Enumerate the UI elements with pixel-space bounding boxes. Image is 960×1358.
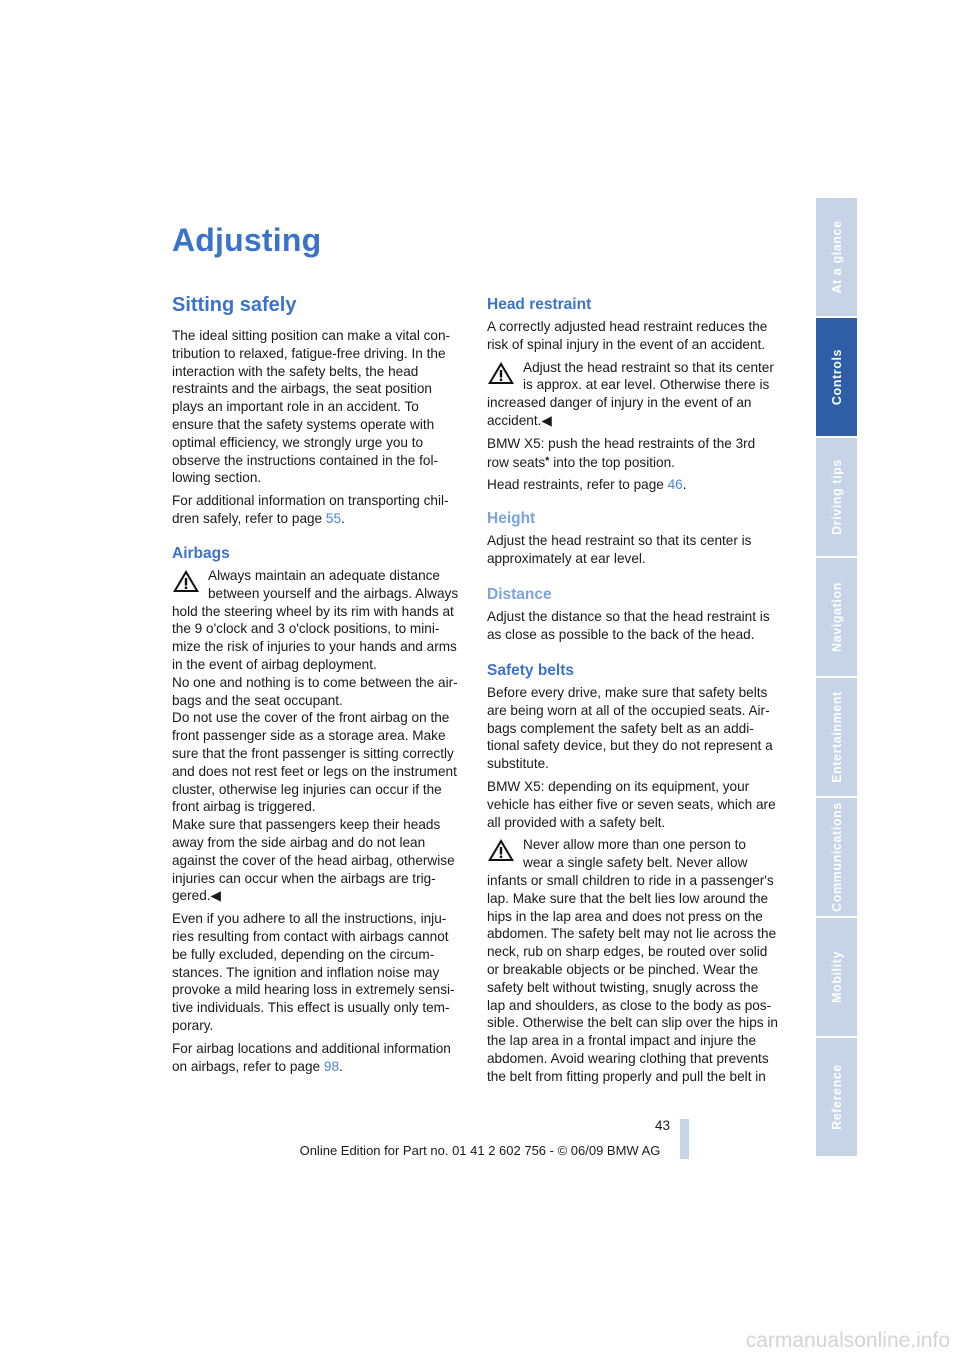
chapter-sidebar (816, 198, 857, 1158)
head-restraint-warning: Adjust the head restraint so that its center is approx. at ear level. Otherwise there is increased danger of injury in the event of an accident.◀ (487, 359, 774, 428)
tab-mobility[interactable]: Mobility (816, 918, 857, 1036)
safety-belts-intro: Before every drive, make sure that safety belts are being worn at all of the occupied seats. Air-bags complement the safety belt as an addi-tional safety device, but they do not represent a substitute. (487, 685, 773, 772)
warning-triangle-icon (487, 838, 515, 862)
height-section (487, 532, 779, 573)
optional-equipment-star: * (545, 454, 550, 467)
heading-airbags: Airbags (172, 545, 230, 562)
tab-driving-tips[interactable]: Driving tips (816, 438, 857, 556)
tab-controls[interactable]: Controls (816, 318, 857, 436)
heading-sitting-safely: Sitting safely (172, 294, 297, 316)
tab-reference[interactable]: Reference (816, 1038, 857, 1156)
sitting-safely-section (172, 327, 464, 533)
sitting-intro-paragraph: The ideal sitting position can make a vital con-tribution to relaxed, fatigue-free driving. In the interaction with the safety belts, the head restraints and the airbags, the seat position plays an important role in an accident. To ensure that the safety systems operate with optimal efficiency, we strongly urge you to observe the instructions contained in the fol-lowing section. (172, 328, 451, 486)
end-marker: ◀ (210, 888, 222, 904)
safety-belts-warning: Never allow more than one person to wear a single safety belt. Never allow infants or small children to ride in a passenger's lap. Make sure that the belt lies low around the hips in the lap area and does not press on the abdomen. The safety belt may not lie across the neck, rub on sharp edges, be routed over solid or breakable objects or be pinched. Wear the safety belt without twisting, snugly across the lap and shoulders, as close to the body as pos-sible. Otherwise the belt can slip over the hips in the lap area in a frontal impact and injure the abdomen. Avoid wearing clothing that prevents the belt from fitting properly and pull the belt in (487, 837, 778, 1084)
warning-triangle-icon (172, 569, 200, 593)
page-number: 43 (654, 1118, 670, 1133)
tab-entertainment[interactable]: Entertainment (816, 678, 857, 796)
page-link-55[interactable]: 55 (325, 510, 342, 526)
height-paragraph: Adjust the head restraint so that its center is approximately at ear level. (487, 533, 752, 566)
tab-navigation[interactable]: Navigation (816, 558, 857, 676)
heading-distance: Distance (487, 586, 552, 603)
child-transport-paragraph: For additional information on transporting chil-dren safely, refer to page 55. (172, 493, 449, 526)
page-title: Adjusting (172, 222, 322, 258)
head-restraint-intro: A correctly adjusted head restraint reduces the risk of spinal injury in the event of an accident. (487, 319, 768, 352)
safety-belts-section (487, 684, 779, 1091)
distance-section (487, 608, 779, 649)
heading-height: Height (487, 510, 536, 527)
tab-at-a-glance[interactable]: At a glance (816, 198, 857, 316)
head-restraint-section (487, 318, 779, 499)
airbag-noise-paragraph: Even if you adhere to all the instructions, inju-ries resulting from contact with airbags cannot be fully excluded, depending on the circum-stances. The ignition and inflation noise may provoke a mild hearing loss in extremely sensi-tive individuals. This effect is usually only tem-porary. (172, 911, 455, 1033)
third-row-paragraph: BMW X5: push the head restraints of the 3rd row seats* into the top position. (487, 435, 756, 470)
heading-safety-belts: Safety belts (487, 662, 575, 679)
warning-triangle-icon (487, 361, 515, 385)
footer-edition: Online Edition for Part no. 01 41 2 602 756 - © 06/09 BMW AG (299, 1143, 661, 1158)
tab-communications[interactable]: Communications (816, 798, 857, 916)
seats-paragraph: BMW X5: depending on its equipment, your vehicle has either five or seven seats, which are all provided with a safety belt. (487, 778, 776, 830)
airbags-warning: Always maintain an adequate distance between yourself and the airbags. Always hold the steering wheel by its rim with hands at the 9 o'clock and 3 o'clock positions, to mini-mize the risk of injuries to your hands and arms in the event of airbag deployment. No one and nothing is to come between the air-bags and the seat occupant. Do not use the cover of the front airbag on the front passenger side as a storage area. Make sure that the front passenger is sitting correctly and does not rest feet or legs on the instrument cluster, otherwise leg injuries can occur if the front airbag is triggered. Make sure that passengers keep their heads away from the side airbag and do not lean against the cover of the head airbag, otherwise injuries can occur when the airbags are trig-gered.◀ (172, 568, 459, 904)
page-link-98[interactable]: 98 (323, 1058, 340, 1074)
page-link-46[interactable]: 46 (667, 477, 683, 493)
watermark: carmanualsonline.info (745, 1329, 950, 1352)
airbag-locations-paragraph: For airbag locations and additional information on airbags, refer to page 98. (172, 1040, 451, 1074)
heading-head-restraint: Head restraint (487, 296, 592, 313)
head-restraints-reference: Head restraints, refer to page 46. (487, 477, 687, 493)
end-marker: ◀ (541, 412, 552, 428)
distance-paragraph: Adjust the distance so that the head restraint is as close as possible to the back of the head. (487, 609, 770, 642)
airbags-section (172, 567, 464, 1080)
